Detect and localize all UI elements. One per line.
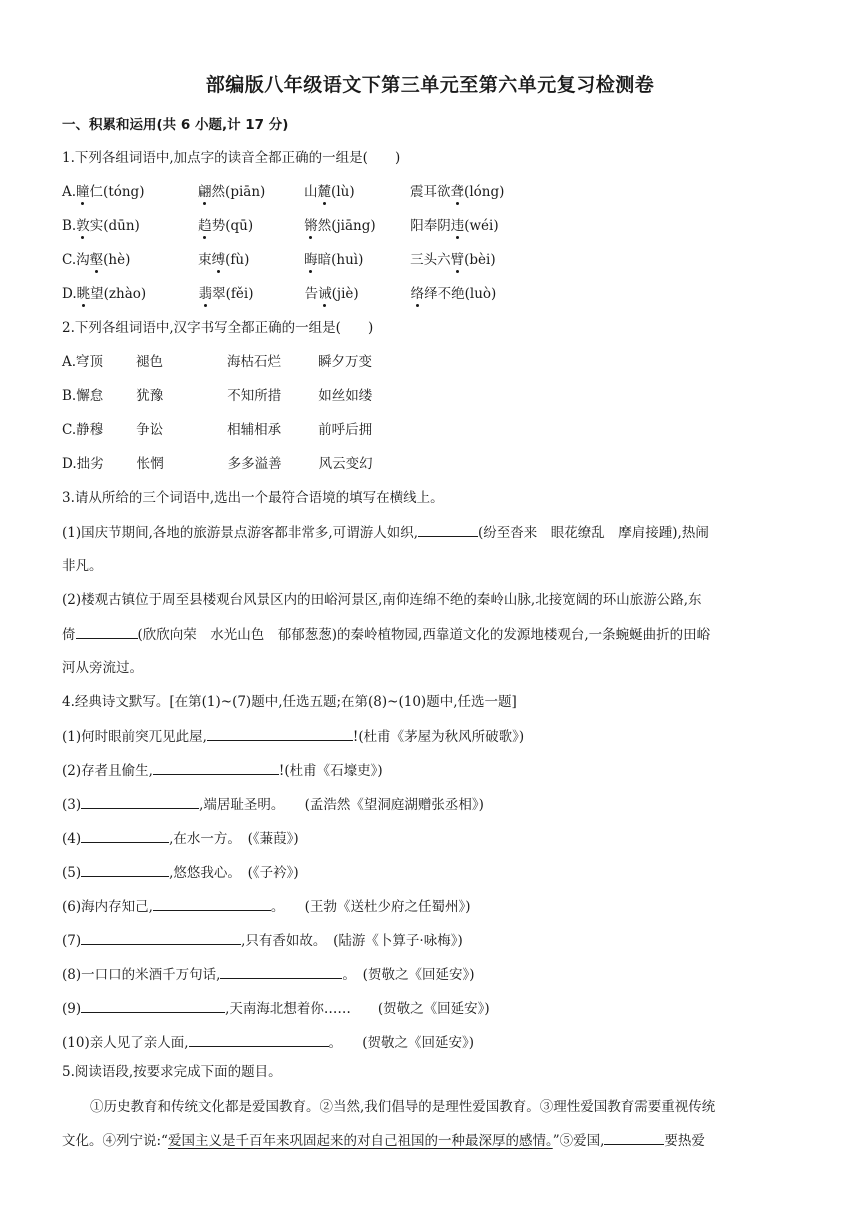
emphasis-dot-char: 翩 <box>198 184 212 200</box>
q4-line <box>62 726 524 747</box>
option-term: 山麓(lù) <box>304 184 355 200</box>
q2-option-row <box>62 386 372 406</box>
q1-option-row <box>62 216 499 236</box>
option-term: 告诫(jiè) <box>304 286 359 302</box>
question-1-stem: 1.下列各组词语中,加点字的读音全都正确的一组是( ) <box>62 150 401 166</box>
emphasis-dot-char: 趋 <box>198 218 212 234</box>
line-suffix: 。 (王勃《送杜少府之任蜀州》) <box>270 899 471 915</box>
option-term: 穹顶 <box>76 354 104 370</box>
q4-line <box>62 964 474 985</box>
option-term: 三头六臂(bèi) <box>410 252 496 268</box>
q5-passage-line-2 <box>62 1130 705 1151</box>
emphasis-dot-char: 络 <box>410 286 425 302</box>
q5-passage-line-1: ①历史教育和传统文化都是爱国教育。②当然,我们倡导的是理性爱国教育。③理性爱国教育需要重视传统 <box>90 1099 716 1115</box>
option-term: 多多溢善 <box>227 456 282 472</box>
option-term: 褪色 <box>136 354 164 370</box>
line-suffix: !(杜甫《石壕吏》) <box>278 763 383 779</box>
option-term: 如丝如缕 <box>318 388 373 404</box>
option-label: B. <box>62 218 77 234</box>
q4-line <box>62 828 299 849</box>
q1-option-row <box>62 182 504 202</box>
option-term: 阳奉阴违(wéi) <box>410 218 499 234</box>
answer-blank[interactable] <box>81 794 199 809</box>
question-3-part-2: (2)楼观古镇位于周至县楼观台风景区内的田峪河景区,南仰连绵不绝的秦岭山脉,北接宽阔的环山旅游公路,东 <box>62 592 702 608</box>
emphasis-dot-char: 翡 <box>198 286 213 302</box>
emphasis-dot-char: 眺 <box>76 286 91 302</box>
answer-blank[interactable] <box>418 522 478 537</box>
emphasis-dot-char: 缚 <box>211 252 226 268</box>
line-suffix: !(杜甫《茅屋为秋风所破歌》) <box>352 729 525 745</box>
line-suffix: ,只有香如故。 (陆游《卜算子·咏梅》) <box>241 933 463 949</box>
option-term: 静穆 <box>76 422 104 438</box>
answer-blank[interactable] <box>81 930 241 945</box>
section-heading: 一、积累和运用(共 6 小题,计 17 分) <box>62 117 289 133</box>
option-term: 争讼 <box>136 422 164 438</box>
question-5-stem: 5.阅读语段,按要求完成下面的题目。 <box>62 1064 282 1080</box>
emphasis-dot-char: 壑 <box>89 252 104 268</box>
q2-option-row <box>62 352 372 372</box>
option-label: C. <box>62 252 77 268</box>
option-term: 犹豫 <box>136 388 164 404</box>
option-term: 震耳欲聋(lóng) <box>410 184 505 200</box>
emphasis-dot-char: 诫 <box>318 286 332 302</box>
line-prefix: (4) <box>62 831 82 847</box>
answer-blank[interactable] <box>189 1032 329 1047</box>
line-prefix: (2)存者且偷生, <box>62 763 153 779</box>
q4-line <box>62 760 383 781</box>
q4-line <box>62 862 299 883</box>
option-label: D. <box>62 286 77 302</box>
q4-line <box>62 930 463 951</box>
emphasis-dot-char: 敦 <box>76 218 90 234</box>
option-term: 懈怠 <box>76 388 104 404</box>
option-term: 风云变幻 <box>318 456 373 472</box>
q2-option-row <box>62 420 372 440</box>
line-prefix: (10)亲人见了亲人面, <box>62 1035 189 1051</box>
q3-p2-continued: 河从旁流过。 <box>62 660 143 676</box>
q2-option-row <box>62 454 373 474</box>
option-label: A. <box>62 354 77 370</box>
emphasis-dot-char: 违 <box>450 218 465 234</box>
option-term: 翡翠(fěi) <box>198 286 254 302</box>
question-3-stem: 3.请从所给的三个词语中,选出一个最符合语境的填写在横线上。 <box>62 490 444 506</box>
option-term: 沟壑(hè) <box>76 252 131 268</box>
line-prefix: (5) <box>62 865 82 881</box>
option-term: 怅惘 <box>136 456 164 472</box>
option-term: 晦暗(huì) <box>304 252 364 268</box>
option-term: 拙劣 <box>76 456 104 472</box>
line-suffix: ,悠悠我心。 (《子衿》) <box>169 865 299 881</box>
option-term: 翩然(piān) <box>198 184 266 200</box>
line-prefix: (7) <box>62 933 82 949</box>
answer-blank[interactable] <box>153 896 271 911</box>
option-term: 眺望(zhào) <box>76 286 147 302</box>
emphasis-dot-char: 聋 <box>450 184 465 200</box>
q3-p1-choices: (纷至沓来 眼花缭乱 摩肩接踵),热闹 <box>478 525 709 541</box>
answer-blank[interactable] <box>207 726 353 741</box>
emphasis-dot-char: 臂 <box>450 252 465 268</box>
option-term: 敦实(dūn) <box>76 218 140 234</box>
q5-passage-text: ”⑤爱国, <box>552 1133 605 1149</box>
option-term: 前呼后拥 <box>318 422 373 438</box>
answer-blank[interactable] <box>220 964 342 979</box>
line-suffix: 。 (贺敬之《回延安》) <box>342 967 475 983</box>
q4-line <box>62 1032 474 1053</box>
option-label: C. <box>62 422 77 438</box>
answer-blank[interactable] <box>604 1130 664 1145</box>
underlined-quote: 爱国主义是千百年来巩固起来的对自己祖国的一种最深厚的感情。 <box>167 1133 553 1149</box>
line-prefix: (3) <box>62 797 82 813</box>
option-term: 趋势(qū) <box>198 218 254 234</box>
line-suffix: ,在水一方。 (《蒹葭》) <box>169 831 299 847</box>
q5-passage-text: 文化。④列宁说:“ <box>62 1133 168 1149</box>
question-2-stem: 2.下列各组词语中,汉字书写全都正确的一组是( ) <box>62 320 374 336</box>
line-suffix: ,端居耻圣明。 (孟浩然《望洞庭湖赠张丞相》) <box>199 797 484 813</box>
line-prefix: (6)海内存知己, <box>62 899 153 915</box>
option-term: 络绎不绝(luò) <box>410 286 497 302</box>
answer-blank[interactable] <box>81 828 169 843</box>
option-label: B. <box>62 388 77 404</box>
q3-p1-text: (1)国庆节期间,各地的旅游景点游客都非常多,可谓游人如织, <box>62 525 418 541</box>
q1-option-row <box>62 250 496 270</box>
option-term: 相辅相承 <box>227 422 282 438</box>
line-prefix: (1)何时眼前突兀见此屋, <box>62 729 207 745</box>
option-term: 海枯石烂 <box>227 354 282 370</box>
emphasis-dot-char: 晦 <box>304 252 318 268</box>
q1-option-row <box>62 284 496 304</box>
emphasis-dot-char: 麓 <box>317 184 332 200</box>
line-suffix: ,天南海北想着你…… (贺敬之《回延安》) <box>225 1001 490 1017</box>
q4-line <box>62 896 470 917</box>
q3-p2-choices: (欣欣向荣 水光山色 郁郁葱葱)的秦岭植物园,西靠道文化的发源地楼观台,一条蜿蜒曲折的田峪 <box>137 627 711 643</box>
option-term: 束缚(fù) <box>198 252 250 268</box>
answer-blank[interactable] <box>76 624 138 639</box>
emphasis-dot-char: 瞳 <box>76 184 90 200</box>
answer-blank[interactable] <box>81 862 169 877</box>
question-3-part-1 <box>62 522 709 543</box>
answer-blank[interactable] <box>81 998 225 1013</box>
emphasis-dot-char: 锵 <box>304 218 318 234</box>
page-title: 部编版八年级语文下第三单元至第六单元复习检测卷 <box>205 74 655 96</box>
line-prefix: (9) <box>62 1001 82 1017</box>
option-label: D. <box>62 456 77 472</box>
line-suffix: 。 (贺敬之《回延安》) <box>328 1035 475 1051</box>
q5-passage-text: 要热爱 <box>664 1133 705 1149</box>
q3-p2-line-2 <box>62 624 710 645</box>
question-4-stem: 4.经典诗文默写。[在第(1)~(7)题中,任选五题;在第(8)~(10)题中,任选一题] <box>62 694 517 710</box>
q4-line <box>62 998 490 1019</box>
option-label: A. <box>62 184 77 200</box>
q4-line <box>62 794 484 815</box>
option-term: 锵然(jiāng) <box>304 218 376 234</box>
q3-p2-text: 倚 <box>62 627 76 643</box>
q3-p1-continued: 非凡。 <box>62 558 103 574</box>
answer-blank[interactable] <box>153 760 279 775</box>
option-term: 瞳仁(tóng) <box>76 184 145 200</box>
option-term: 不知所措 <box>227 388 282 404</box>
line-prefix: (8)一口口的米酒千万句话, <box>62 967 221 983</box>
option-term: 瞬夕万变 <box>318 354 373 370</box>
